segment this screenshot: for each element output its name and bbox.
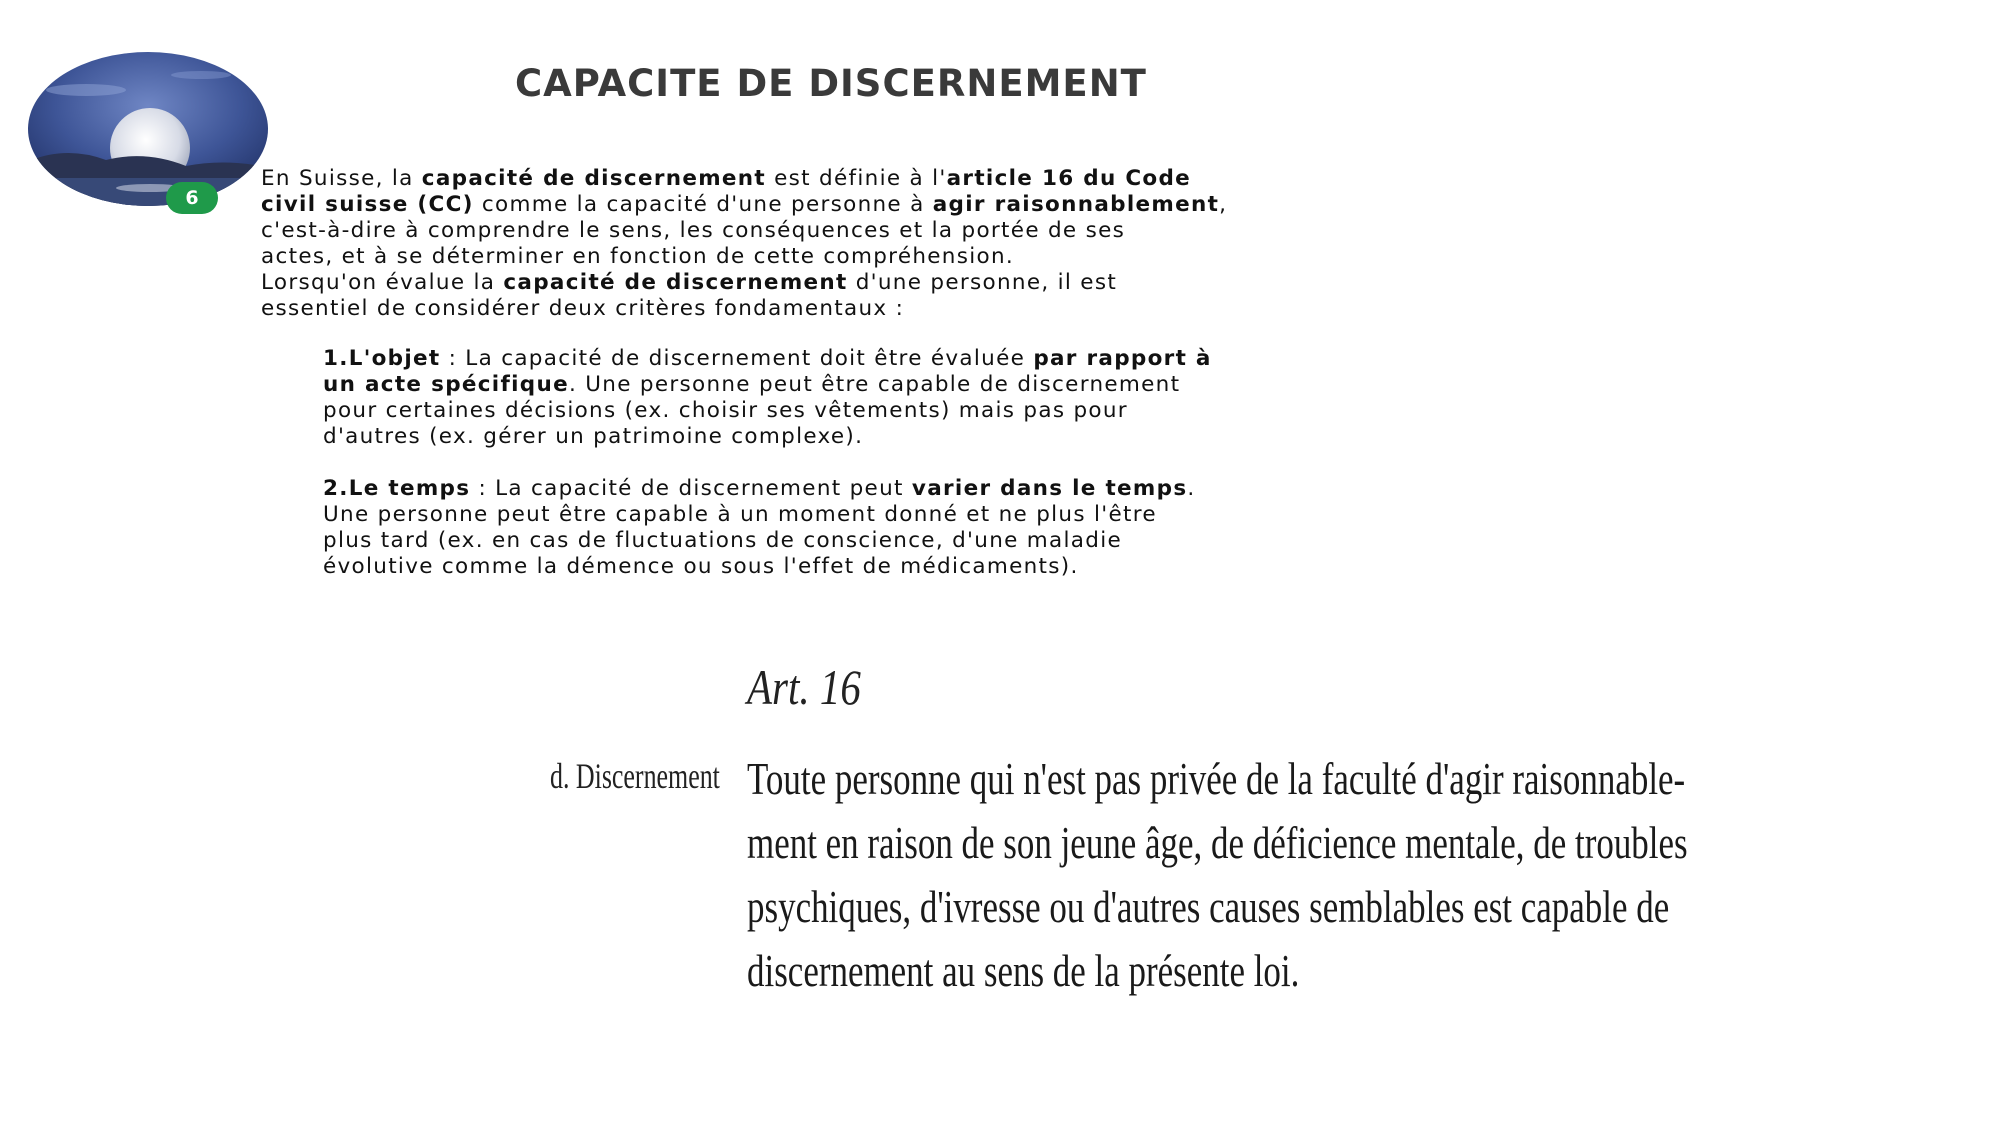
text-run: . Une personne peut être capable de discernement	[568, 372, 1181, 397]
bold-text: agir raisonnablement	[932, 192, 1220, 217]
intro-line	[261, 296, 1521, 322]
text-run: d'autres (ex. gérer un patrimoine complexe).	[323, 424, 864, 449]
article-line: Toute personne qui n'est pas privée de la faculté d'agir raisonnable-	[747, 753, 1686, 804]
text-run: essentiel de considérer deux critères fondamentaux :	[261, 296, 905, 321]
bold-text: civil suisse (CC)	[261, 192, 474, 217]
intro-line	[261, 244, 1521, 270]
text-run: : La capacité de discernement peut	[470, 476, 912, 501]
bold-text: article 16 du Code	[946, 166, 1192, 191]
criterion-line	[323, 476, 1523, 502]
article-line: ment en raison de son jeune âge, de déficience mentale, de troubles	[747, 817, 1688, 868]
text-run: Une personne peut être capable à un moment donné et ne plus l'être	[323, 502, 1157, 527]
text-run: actes, et à se déterminer en fonction de cette compréhension.	[261, 244, 1015, 269]
text-run: d'une personne, il est	[847, 270, 1118, 295]
text-run: .	[1187, 476, 1196, 501]
article-text	[747, 747, 1985, 1003]
bold-text: capacité de discernement	[421, 166, 766, 191]
text-run: comme la capacité d'une personne à	[473, 192, 933, 217]
criterion-line	[323, 424, 1523, 450]
criterion-line	[323, 398, 1523, 424]
intro-line	[261, 270, 1521, 296]
slide-title: CAPACITE DE DISCERNEMENT	[515, 62, 1147, 105]
text-run: pour certaines décisions (ex. choisir ses vêtements) mais pas pour	[323, 398, 1128, 423]
bold-text: 1.L'objet	[323, 346, 441, 371]
bold-text: varier dans le temps	[911, 476, 1188, 501]
text-run: évolutive comme la démence ou sous l'effet de médicaments).	[323, 554, 1079, 579]
text-run: plus tard (ex. en cas de fluctuations de conscience, d'une maladie	[323, 528, 1122, 553]
article-line: psychiques, d'ivresse ou d'autres causes semblables est capable de	[747, 881, 1670, 932]
intro-paragraph	[261, 166, 1521, 322]
criterion-line	[323, 554, 1523, 580]
criterion-line	[323, 502, 1523, 528]
criteria-list	[323, 346, 1523, 606]
text-run: est définie à l'	[766, 166, 947, 191]
bold-text: un acte spécifique	[323, 372, 569, 397]
text-run: Lorsqu'on évalue la	[261, 270, 504, 295]
text-run: ,	[1219, 192, 1228, 217]
bold-text: par rapport à	[1033, 346, 1212, 371]
moon-icon	[26, 50, 271, 208]
intro-line	[261, 218, 1521, 244]
article-number: Art. 16	[747, 659, 861, 715]
article-margin-title: d. Discernement	[550, 756, 720, 796]
text-run: c'est-à-dire à comprendre le sens, les conséquences et la portée de ses	[261, 218, 1126, 243]
bold-text: capacité de discernement	[503, 270, 848, 295]
criterion-line	[323, 346, 1523, 372]
bold-text: 2.Le temps	[323, 476, 471, 501]
criterion-item	[323, 346, 1523, 450]
criterion-line	[323, 528, 1523, 554]
intro-line	[261, 192, 1521, 218]
slide-number-badge: 6	[166, 182, 218, 214]
text-run: : La capacité de discernement doit être évaluée	[440, 346, 1034, 371]
criterion-line	[323, 372, 1523, 398]
article-line: discernement au sens de la présente loi.	[747, 945, 1300, 996]
moon-avatar-image	[26, 50, 271, 208]
intro-line	[261, 166, 1521, 192]
text-run: En Suisse, la	[261, 166, 422, 191]
criterion-item	[323, 476, 1523, 580]
